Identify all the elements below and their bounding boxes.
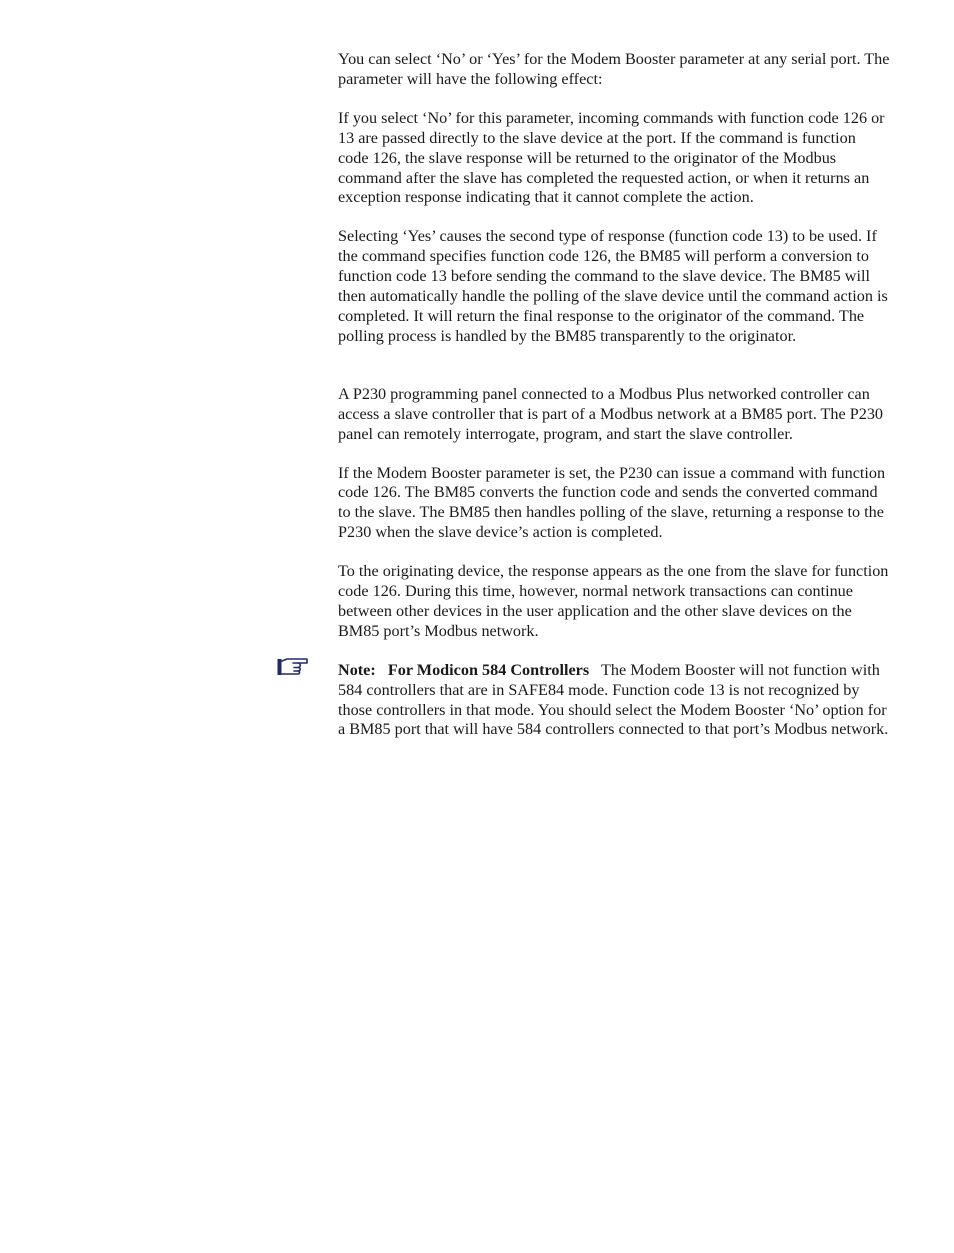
pointing-hand-icon [276,656,310,678]
paragraph-option-no: If you select ‘No’ for this parameter, incoming commands with function code 126 or 13 are passed directly to the slave device at the port. If the command is function code 126, the slave response will be returned to the originator of the Modbus command after the slave has completed the requested action, or when it returns an exception response indicating that it cannot complete the action. [338,108,885,207]
paragraph-option-yes: Selecting ‘Yes’ causes the second type of response (function code 13) to be used. If the command specifies function code 126, the BM85 will perform a conversion to function code 13 before sending the command to the slave device. The BM85 will then automatically handle the polling of the slave device until the command action is completed. It will return the final response to the originator of the command. The polling process is handled by the BM85 transparently to the originator. [338,227,888,345]
note-block [338,661,890,741]
document-body [338,50,890,740]
paragraph-originating-device: To the originating device, the response appears as the one from the slave for function code 126. During this time, however, normal network transactions can continue between other devices in the user application and the other slave devices on the BM85 port’s Modbus network. [338,562,889,640]
paragraph-modem-booster-intro: You can select ‘No’ or ‘Yes’ for the Modem Booster parameter at any serial port. The parameter will have the following effect: [338,50,890,88]
note-lead: Note: [338,660,376,679]
note-body: The Modem Booster will not function with 584 controllers that are in SAFE84 mode. Function code 13 is not recognized by those controllers in that mode. You should select the Modem Booster ‘No’ option for a BM85 port that will have 584 controllers connected to that port’s Modbus network. [338,660,889,739]
note-title: For Modicon 584 Controllers [387,660,590,679]
paragraph-p230-command: If the Modem Booster parameter is set, the P230 can issue a command with function code 126. The BM85 converts the function code and sends the converted command to the slave. The BM85 then handles polling of the slave, returning a response to the P230 when the slave device’s action is completed. [338,463,886,542]
paragraph-p230-panel: A P230 programming panel connected to a Modbus Plus networked controller can access a slave controller that is part of a Modbus network at a BM85 port. The P230 panel can remotely interrogate, program, and start the slave controller. [338,384,883,443]
note-text [338,661,890,741]
